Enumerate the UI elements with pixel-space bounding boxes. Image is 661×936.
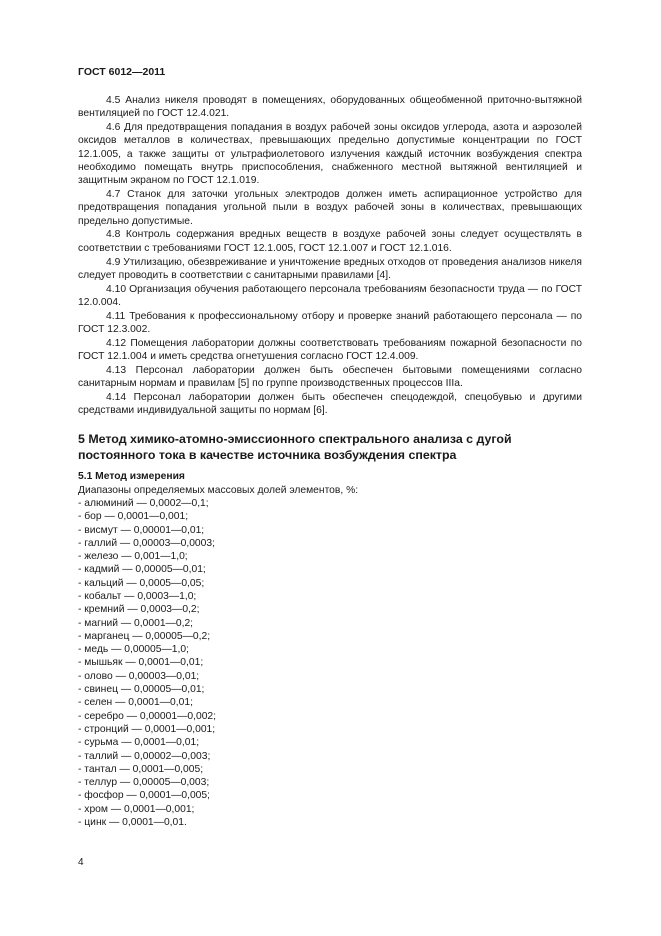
element-range-list <box>78 497 582 829</box>
list-item: - олово — 0,00003—0,01; <box>78 670 200 682</box>
list-item: - сурьма — 0,0001—0,01; <box>78 737 200 749</box>
list-item: - галлий — 0,00003—0,0003; <box>78 537 215 549</box>
paragraph: 4.13 Персонал лаборатории должен быть обеспечен бытовыми помещениями согласно санитарным нормам и правилам [5] по группе производственных процессов IIIa. <box>78 364 582 390</box>
paragraph: 4.10 Организация обучения работающего персонала требованиям безопасности труда — по ГОСТ 12.0.004. <box>78 283 582 308</box>
list-item: - кобальт — 0,0003—1,0; <box>78 591 197 602</box>
paragraph: 4.9 Утилизацию, обезвреживание и уничтожение вредных отходов от проведения анализов никеля следует проводить в соответствии с санитарными правилами [4]. <box>78 256 582 281</box>
document-header: ГОСТ 6012—2011 <box>78 66 166 78</box>
list-item: - марганец — 0,00005—0,2; <box>78 630 211 642</box>
list-item: - фосфор — 0,0001—0,005; <box>78 790 210 802</box>
paragraph: 4.6 Для предотвращения попадания в воздух рабочей зоны оксидов углерода, азота и аэрозолей оксидов металлов в количествах, превышающих предельно допустимые концентрации по ГОСТ 12.1.005, а также защиты от ультрафиолетового излучения каждый источник возбуждения спектра необходимо помещать внутрь приспособления, снабженного местной вытяжной вентиляцией и защитным экраном по ГОСТ 12.1.019. <box>78 122 582 187</box>
list-item: - серебро — 0,00001—0,002; <box>78 710 217 722</box>
ranges-intro: Диапазоны определяемых массовых долей элементов, %: <box>78 484 359 496</box>
list-item: - таллий — 0,00002—0,003; <box>78 750 211 762</box>
safety-paragraphs <box>78 94 582 418</box>
list-item: - тантал — 0,0001—0,005; <box>78 763 204 775</box>
list-item: - теллур — 0,00005—0,003; <box>78 777 210 789</box>
list-item: - мышьяк — 0,0001—0,01; <box>78 657 204 669</box>
paragraph: 4.8 Контроль содержания вредных веществ в воздухе рабочей зоны следует осуществлять в соответствии с требованиями ГОСТ 12.1.005, ГОСТ 12.1.007 и ГОСТ 12.1.016. <box>78 229 582 254</box>
section-title: 5 Метод химико-атомно-эмиссионного спектрального анализа с дугой постоянного тока в качестве источника возбуждения спектра <box>78 431 512 462</box>
paragraph: 4.14 Персонал лаборатории должен быть обеспечен спецодеждой, спецобувью и другими средствами индивидуальной защиты по нормам [6]. <box>78 392 582 417</box>
paragraph: 4.5 Анализ никеля проводят в помещениях, оборудованных общеобменной приточно-вытяжной вентиляцией по ГОСТ 12.4.021. <box>78 95 582 120</box>
list-item: - кадмий — 0,00005—0,01; <box>78 564 206 576</box>
list-item: - бор — 0,0001—0,001; <box>78 511 189 523</box>
list-item: - кальций — 0,0005—0,05; <box>78 577 205 589</box>
list-item: - цинк — 0,0001—0,01. <box>78 817 187 829</box>
paragraph: 4.11 Требования к профессиональному отбору и проверке знаний работающего персонала — по ГОСТ 12.3.002. <box>78 310 582 336</box>
list-item: - железо — 0,001—1,0; <box>78 551 188 563</box>
paragraph: 4.7 Станок для заточки угольных электродов должен иметь аспирационное устройство для предотвращения попадания угольной пыли в воздух рабочей зоны в количествах, превышающих предельно допустимые. <box>78 189 582 227</box>
list-item: - кремний — 0,0003—0,2; <box>78 604 200 616</box>
list-item: - свинец — 0,00005—0,01; <box>78 684 205 696</box>
list-item: - хром — 0,0001—0,001; <box>78 803 195 815</box>
list-item: - висмут — 0,00001—0,01; <box>78 524 205 536</box>
list-item: - алюминий — 0,0002—0,1; <box>78 497 209 509</box>
subsection-title: 5.1 Метод измерения <box>78 470 185 482</box>
document-body <box>78 94 582 829</box>
list-item: - магний — 0,0001—0,2; <box>78 617 194 629</box>
list-item: - стронций — 0,0001—0,001; <box>78 723 216 735</box>
list-item: - медь — 0,00005—1,0; <box>78 644 189 656</box>
page-number: 4 <box>78 857 84 868</box>
list-item: - селен — 0,0001—0,01; <box>78 697 193 709</box>
paragraph: 4.12 Помещения лаборатории должны соответствовать требованиям пожарной безопасности по ГОСТ 12.1.004 и иметь средства огнетушения согласно ГОСТ 12.4.009. <box>78 337 582 363</box>
